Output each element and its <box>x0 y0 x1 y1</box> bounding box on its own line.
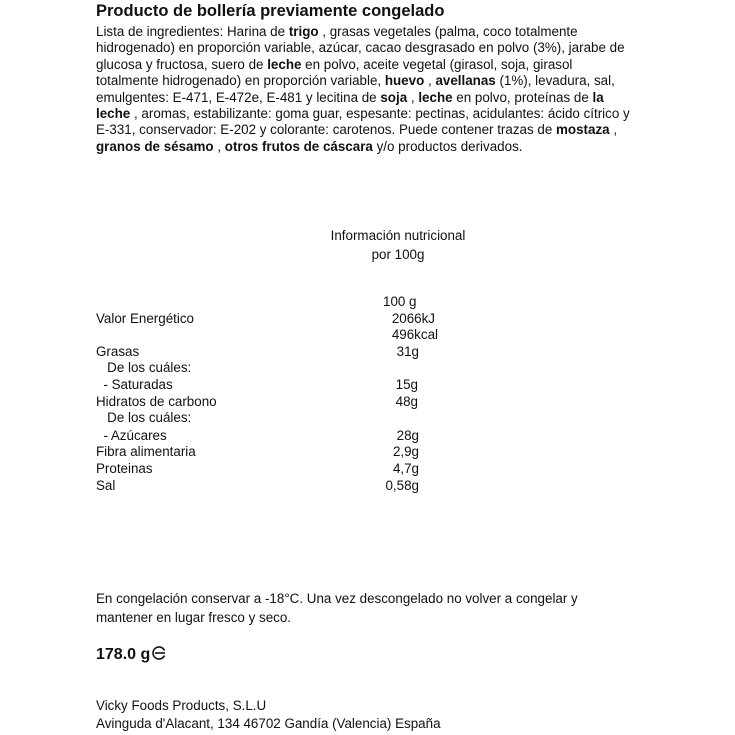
allergen: otros frutos de cáscara <box>224 138 373 154</box>
product-title: Producto de bollería previamente congelado <box>96 2 445 20</box>
nutrition-row-label: De los cuáles: <box>96 360 192 375</box>
ingredients-text: , <box>609 122 618 138</box>
nutrition-row-value: 0,58g <box>385 478 419 493</box>
nutrition-row-label: Sal <box>96 478 116 493</box>
nutrition-row-value: 4,7g <box>392 461 419 476</box>
product-label <box>96 0 735 735</box>
nutrition-row-label: Proteinas <box>96 461 153 476</box>
company-name: Vicky Foods Products, S.L.U <box>96 698 267 713</box>
allergen: la leche <box>96 89 604 122</box>
nutrition-row-label: De los cuáles: <box>96 410 192 425</box>
ingredients-text: , <box>407 89 419 105</box>
ingredients-text: (1%), levadura, sal, emulgentes: E-471, E-472e, E-481 y lecitina de <box>96 73 615 105</box>
allergen: mostaza <box>556 122 610 138</box>
ingredients-text: , <box>424 73 436 89</box>
allergen: avellanas <box>435 73 496 89</box>
ingredients-text: en polvo, proteínas de <box>452 89 593 105</box>
nutrition-row-label: - Saturadas <box>96 377 173 392</box>
nutrition-row-value: 28g <box>396 428 419 443</box>
storage-instructions: En congelación conservar a -18°C. Una vez descongelado no volver a congelar y mantener en lugar fresco y seco. <box>96 591 578 625</box>
nutrition-row-label: - Azúcares <box>96 428 167 443</box>
nutrition-row-value: 48g <box>395 394 418 409</box>
nutrition-header <box>328 226 468 264</box>
e-mark-icon <box>151 645 167 666</box>
ingredients-list <box>96 24 632 155</box>
nutrition-row-value: 15g <box>395 377 418 392</box>
nutrition-row-label: Valor Energético <box>96 311 195 326</box>
ingredients-text: Lista de ingredientes: Harina de <box>96 24 289 39</box>
net-weight-value: 178.0 g <box>96 646 151 663</box>
allergen: leche <box>418 89 453 105</box>
ingredients-text: en polvo, aceite vegetal (girasol, soja, girasol totalmente hidrogenado) en proporción variable, <box>96 56 573 89</box>
ingredients-text: , grasas vegetales (palma, coco totalmente hidrogenado) en proporción variable, azúcar, cacao desgrasado en polvo (3%), jarabe de glucosa y fructosa, suero de <box>96 24 625 72</box>
nutrition-row-label: Hidratos de carbono <box>96 394 217 409</box>
nutrition-row-value: 2,9g <box>392 444 419 459</box>
allergen: huevo <box>384 73 425 89</box>
nutrition-row-label: Fibra alimentaria <box>96 444 196 459</box>
ingredients-text: , <box>213 138 225 154</box>
ingredients-text: y/o productos derivados. <box>372 138 523 154</box>
nutrition-column-header: 100 g <box>383 294 417 309</box>
nutrition-header-title: Información nutricional <box>330 228 466 243</box>
nutrition-row-value: 2066kJ <box>391 311 435 326</box>
nutrition-row-value: 496kcal <box>391 327 438 342</box>
allergen: trigo <box>288 24 319 39</box>
allergen: soja <box>380 89 408 105</box>
ingredients-text: , aromas, estabilizante: goma guar, espesante: pectinas, acidulantes: ácido cítrico y E-331, conservador: E-202 y colorante: carotenos. Puede contener trazas de <box>96 106 630 138</box>
company-address: Avinguda d'Alacant, 134 46702 Gandía (Valencia) España <box>96 716 441 731</box>
net-weight <box>96 645 167 666</box>
allergen: granos de sésamo <box>96 138 214 154</box>
allergen: leche <box>267 56 302 72</box>
nutrition-row-label: Grasas <box>96 344 140 359</box>
nutrition-header-basis: por 100g <box>371 247 425 262</box>
nutrition-row-value: 31g <box>396 344 419 359</box>
